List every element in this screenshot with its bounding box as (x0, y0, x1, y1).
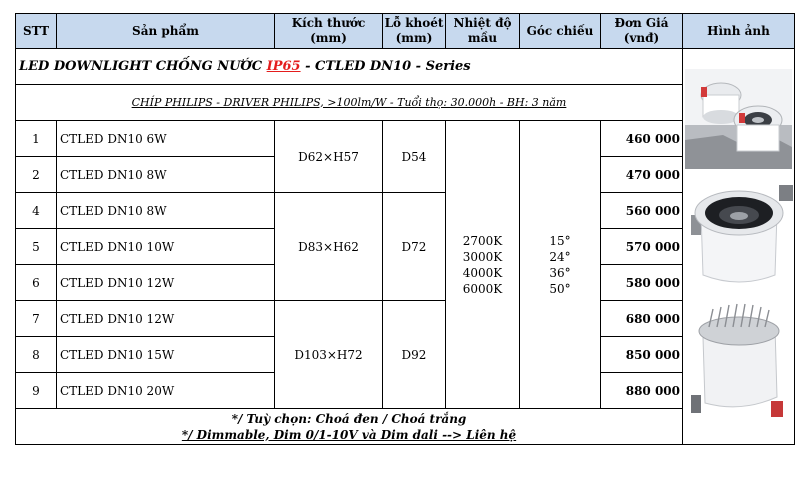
beam-angle-item: 36° (549, 265, 571, 280)
row-stt: 8 (16, 337, 57, 373)
group-size: D103×H72 (275, 301, 383, 409)
row-stt: 6 (16, 265, 57, 301)
note-dimmable: */ Dimmable, Dim 0/1-10V và Dim dali --> Liên hệ (181, 427, 517, 442)
product-photos (683, 65, 794, 425)
notes-row (16, 409, 795, 445)
row-price: 850 000 (601, 337, 683, 373)
ip-rating: IP65 (266, 58, 301, 74)
row-product: CTLED DN10 15W (57, 337, 275, 373)
header-size: Kích thước (mm) (275, 14, 383, 49)
group-cutout: D72 (383, 193, 446, 301)
row-stt: 7 (16, 301, 57, 337)
beam-angle-list (520, 121, 601, 409)
header-angle: Góc chiếu (520, 14, 601, 49)
price-sheet (15, 13, 795, 445)
row-product: CTLED DN10 12W (57, 301, 275, 337)
row-price: 460 000 (601, 121, 683, 157)
row-price: 580 000 (601, 265, 683, 301)
photo-finned-heatsink (691, 304, 783, 417)
table-row (16, 193, 795, 229)
row-product: CTLED DN10 8W (57, 157, 275, 193)
spec-row (16, 85, 795, 121)
color-temp-item: 6000K (462, 281, 503, 296)
color-temp-item: 4000K (462, 265, 503, 280)
group-size: D83×H62 (275, 193, 383, 301)
row-product: CTLED DN10 10W (57, 229, 275, 265)
header-cutout: Lỗ khoét (mm) (383, 14, 446, 49)
series-prefix: LED DOWNLIGHT CHỐNG NƯỚC (19, 58, 263, 74)
spec-line: CHÍP PHILIPS - DRIVER PHILIPS, >100lm/W - Tuổi thọ: 30.000h - BH: 3 năm (16, 85, 683, 121)
row-product: CTLED DN10 20W (57, 373, 275, 409)
header-product: Sản phẩm (57, 14, 275, 49)
header-stt: STT (16, 14, 57, 49)
row-stt: 2 (16, 157, 57, 193)
beam-angle-item: 24° (549, 249, 571, 264)
color-temp-item: 3000K (462, 249, 503, 264)
table-row (16, 121, 795, 157)
beam-angle-item: 15° (549, 233, 571, 248)
row-price: 570 000 (601, 229, 683, 265)
row-stt: 9 (16, 373, 57, 409)
photo-downlight-pair (685, 69, 792, 169)
header-row (16, 14, 795, 49)
row-stt: 5 (16, 229, 57, 265)
row-price: 560 000 (601, 193, 683, 229)
row-stt: 1 (16, 121, 57, 157)
note-options: */ Tuỳ chọn: Choá đen / Choá trắng (231, 411, 467, 426)
row-product: CTLED DN10 12W (57, 265, 275, 301)
row-price: 680 000 (601, 301, 683, 337)
group-cutout: D92 (383, 301, 446, 409)
series-suffix: - CTLED DN10 - Series (305, 58, 471, 74)
group-size: D62×H57 (275, 121, 383, 193)
row-price: 880 000 (601, 373, 683, 409)
row-stt: 4 (16, 193, 57, 229)
beam-angle-item: 50° (549, 281, 571, 296)
header-image: Hình ảnh (683, 14, 795, 49)
header-price: Đơn Giá (vnđ) (601, 14, 683, 49)
product-images (683, 49, 795, 445)
color-temp-list (446, 121, 520, 409)
series-title (16, 49, 683, 85)
row-product: CTLED DN10 6W (57, 121, 275, 157)
header-color-temp: Nhiệt độ mầu (446, 14, 520, 49)
group-cutout: D54 (383, 121, 446, 193)
price-table (15, 13, 795, 445)
color-temp-item: 2700K (462, 233, 503, 248)
series-row (16, 49, 795, 85)
row-price: 470 000 (601, 157, 683, 193)
row-product: CTLED DN10 8W (57, 193, 275, 229)
photo-black-reflector (691, 185, 793, 282)
notes (16, 409, 683, 445)
table-row (16, 301, 795, 337)
